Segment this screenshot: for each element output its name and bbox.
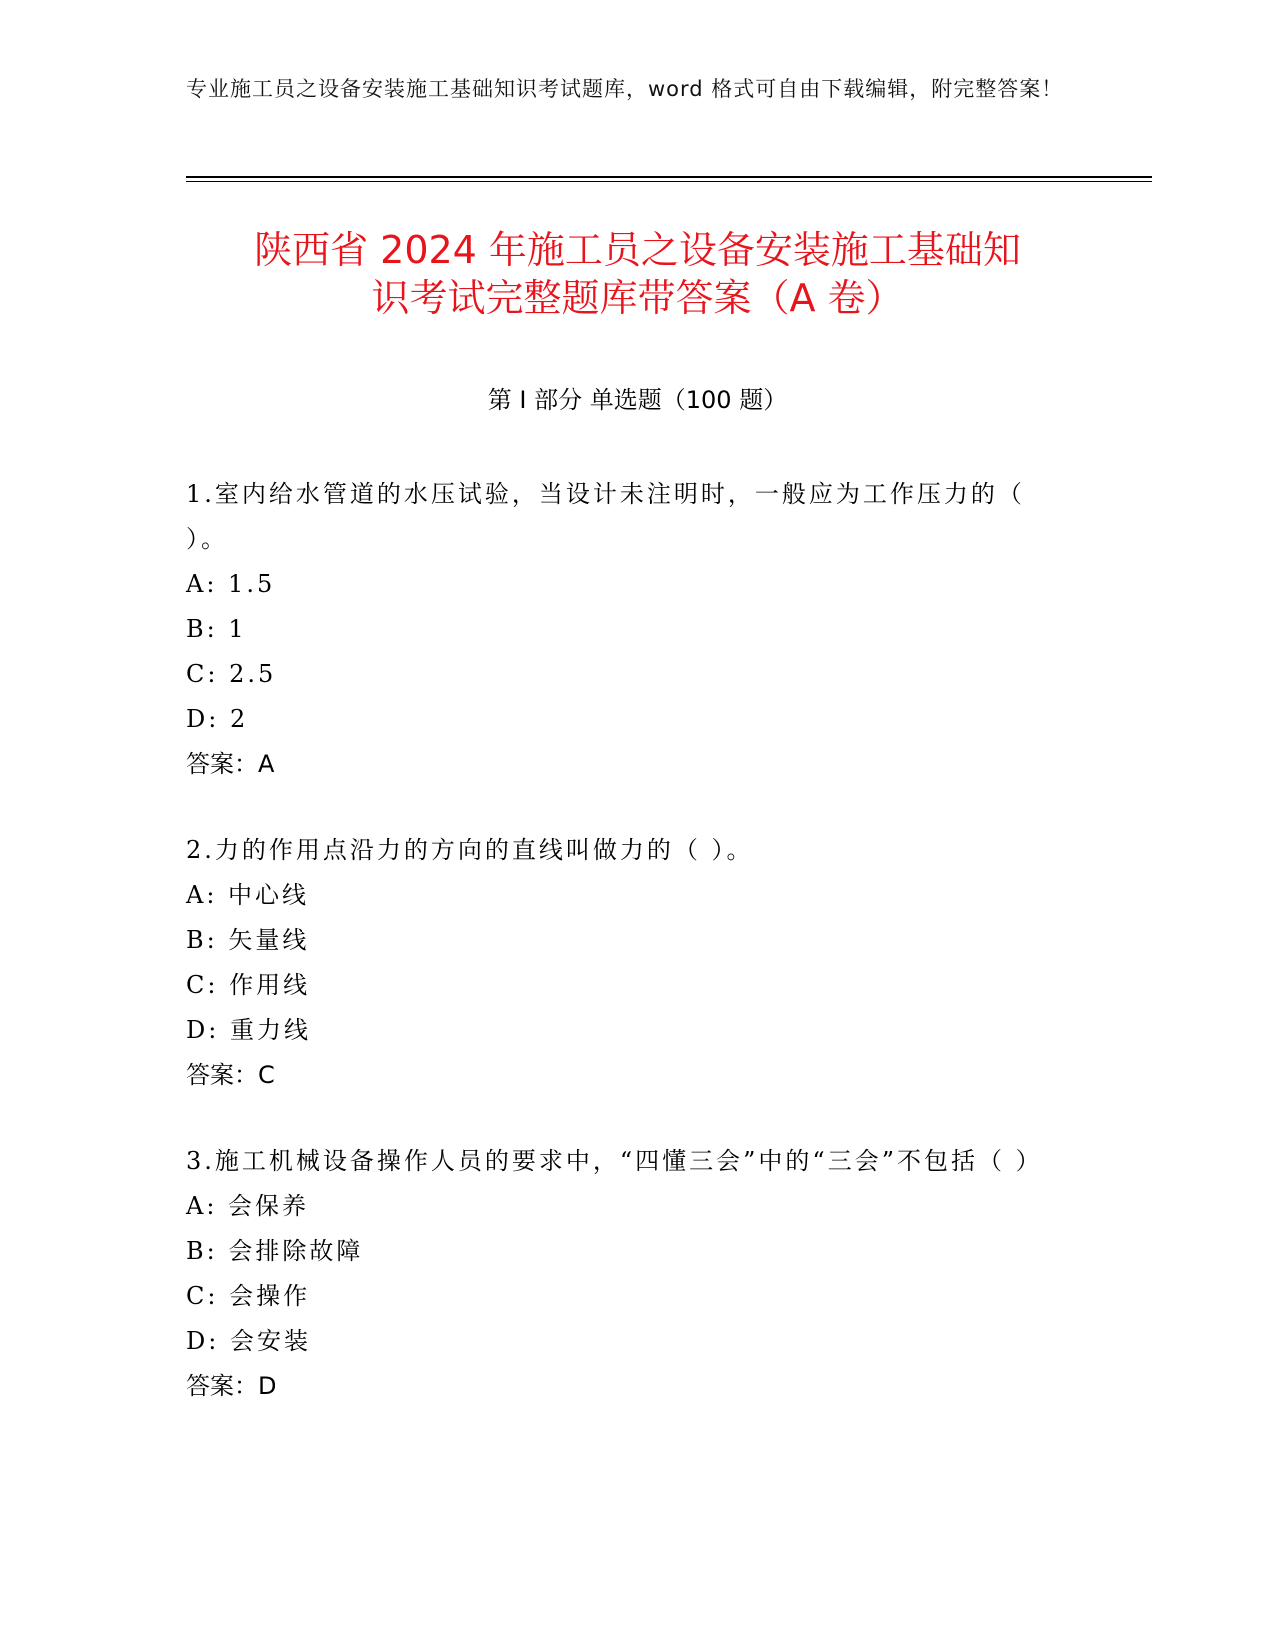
- section-title: 第 I 部分 单选题（100 题）: [487, 386, 788, 414]
- answer: 答案：A: [186, 750, 275, 778]
- option-b: B: 矢量线: [186, 926, 310, 954]
- option-c: C: 作用线: [186, 971, 311, 999]
- question-stem: 3.施工机械设备操作人员的要求中，“四懂三会”中的“三会”不包括（ ）: [186, 1147, 1043, 1175]
- answer: 答案：C: [186, 1061, 275, 1089]
- question-2: [186, 828, 1066, 1098]
- option-b: B: 1: [186, 615, 247, 643]
- document-title-line-1: 陕西省 2024 年施工员之设备安装施工基础知: [254, 228, 1021, 272]
- question-3: [186, 1139, 1066, 1409]
- question-1: [186, 472, 1066, 787]
- header-divider-thin: [186, 181, 1152, 182]
- option-a: A: 1.5: [186, 570, 276, 598]
- option-c: C: 2.5: [186, 660, 277, 688]
- option-a: A: 中心线: [186, 881, 310, 909]
- header-note: 专业施工员之设备安装施工基础知识考试题库，word 格式可自由下载编辑，附完整答案！: [186, 77, 1064, 101]
- option-d: D: 2: [186, 705, 249, 733]
- header-divider-thick: [186, 176, 1152, 178]
- option-b: B: 会排除故障: [186, 1237, 364, 1265]
- question-stem: 1.室内给水管道的水压试验，当设计未注明时，一般应为工作压力的（ ）。: [186, 480, 1025, 553]
- option-a: A: 会保养: [186, 1192, 310, 1220]
- option-c: C: 会操作: [186, 1282, 311, 1310]
- answer: 答案：D: [186, 1372, 277, 1400]
- document-title: [150, 226, 1125, 322]
- question-list: [186, 472, 1066, 1450]
- option-d: D: 会安装: [186, 1327, 311, 1355]
- question-stem: 2.力的作用点沿力的方向的直线叫做力的（ ）。: [186, 836, 754, 864]
- document-title-line-2: 识考试完整题库带答案（A 卷）: [371, 276, 904, 320]
- option-d: D: 重力线: [186, 1016, 311, 1044]
